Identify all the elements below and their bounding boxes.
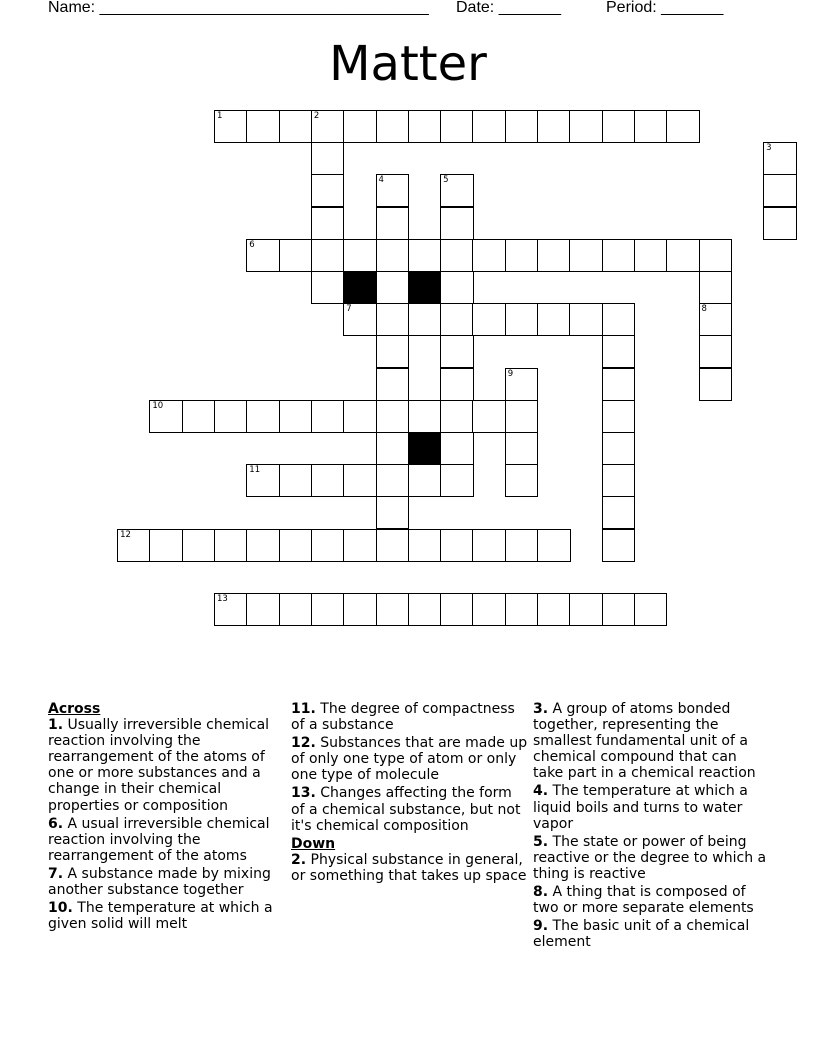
- crossword-cell[interactable]: [699, 239, 733, 272]
- across-heading: Across: [48, 701, 101, 717]
- crossword-cell[interactable]: [117, 529, 151, 562]
- crossword-cell[interactable]: [311, 110, 345, 143]
- crossword-cell[interactable]: [311, 207, 345, 240]
- crossword-cell[interactable]: [376, 593, 410, 626]
- clue-number: 13: [217, 594, 228, 604]
- clue-down-5: 5. The state or power of being reactive or the degree to which a thing is reactive: [533, 833, 767, 882]
- crossword-cell[interactable]: [505, 303, 539, 336]
- clue-number: 2: [313, 111, 320, 121]
- crossword-cell[interactable]: [246, 464, 280, 497]
- clue-number: 4: [378, 175, 384, 186]
- name-field[interactable]: Name: _____________________________________: [48, 0, 429, 16]
- crossword-cell[interactable]: [376, 110, 410, 143]
- crossword-cell[interactable]: [311, 174, 345, 207]
- crossword-cell[interactable]: [440, 174, 474, 207]
- date-field[interactable]: Date: _______: [456, 0, 561, 16]
- crossword-cell[interactable]: [246, 529, 280, 562]
- crossword-cell[interactable]: [376, 368, 410, 401]
- crossword-cell[interactable]: [376, 335, 410, 368]
- crossword-cell[interactable]: [440, 529, 474, 562]
- crossword-cell[interactable]: [602, 529, 636, 562]
- crossword-block: [408, 432, 442, 465]
- crossword-cell[interactable]: [343, 464, 377, 497]
- crossword-cell[interactable]: [472, 239, 506, 272]
- crossword-cell[interactable]: [343, 593, 377, 626]
- crossword-cell[interactable]: [440, 593, 474, 626]
- crossword-block: [408, 271, 442, 304]
- crossword-cell[interactable]: [246, 593, 280, 626]
- crossword-cell[interactable]: [472, 400, 506, 433]
- crossword-cell[interactable]: [408, 593, 442, 626]
- crossword-cell[interactable]: [569, 239, 603, 272]
- crossword-cell[interactable]: [376, 303, 410, 336]
- crossword-cell[interactable]: [408, 400, 442, 433]
- crossword-cell[interactable]: [602, 239, 636, 272]
- clue-across-6: 6. A usual irreversible chemical reaction involving the rearrangement of the atoms: [48, 815, 270, 864]
- crossword-cell[interactable]: [634, 239, 668, 272]
- crossword-cell[interactable]: [311, 593, 345, 626]
- crossword-cell[interactable]: [246, 239, 280, 272]
- crossword-cell[interactable]: [408, 529, 442, 562]
- crossword-cell[interactable]: [376, 464, 410, 497]
- crossword-cell[interactable]: [440, 432, 474, 465]
- clue-number: 11: [249, 465, 261, 476]
- clue-down-4: 4. The temperature at which a liquid boils and turns to water vapor: [533, 783, 748, 832]
- clues-column-1: [48, 701, 280, 934]
- crossword-cell[interactable]: [505, 593, 539, 626]
- clue-across-11: 11. The degree of compactness of a substance: [291, 701, 515, 734]
- crossword-cell[interactable]: [505, 529, 539, 562]
- crossword-cell[interactable]: [311, 529, 345, 562]
- crossword-cell[interactable]: [602, 400, 636, 433]
- clue-across-7: 7. A substance made by mixing another substance together: [48, 865, 271, 899]
- crossword-cell[interactable]: [440, 400, 474, 433]
- crossword-cell[interactable]: [472, 593, 506, 626]
- crossword-cell[interactable]: [537, 593, 571, 626]
- crossword-cell[interactable]: [505, 400, 539, 433]
- crossword-cell[interactable]: [376, 432, 410, 465]
- crossword-cell[interactable]: [634, 110, 668, 143]
- crossword-cell[interactable]: [699, 368, 733, 401]
- crossword-cell[interactable]: [440, 335, 474, 368]
- clue-down-8: 8. A thing that is composed of two or more separate elements: [533, 884, 754, 917]
- clue-number: 1: [217, 111, 223, 121]
- crossword-cell[interactable]: [149, 529, 183, 562]
- clue-down-2: 2. Physical substance in general, or something that takes up space: [291, 851, 527, 884]
- clue-down-9: 9. The basic unit of a chemical element: [533, 918, 750, 951]
- clue-number: 3: [766, 143, 772, 154]
- clue-number: 12: [120, 529, 131, 540]
- crossword-cell[interactable]: [440, 464, 474, 497]
- crossword-cell[interactable]: [408, 464, 442, 497]
- crossword-cell[interactable]: [311, 464, 345, 497]
- crossword-cell[interactable]: [279, 593, 313, 626]
- crossword-cell[interactable]: [569, 303, 603, 336]
- crossword-cell[interactable]: [214, 400, 248, 433]
- clue-number: 10: [152, 400, 164, 411]
- crossword-cell[interactable]: [279, 529, 313, 562]
- crossword-cell[interactable]: [537, 110, 571, 143]
- crossword-cell[interactable]: [246, 400, 280, 433]
- crossword-cell[interactable]: [376, 207, 410, 240]
- crossword-cell[interactable]: [311, 271, 345, 304]
- crossword-cell[interactable]: [569, 110, 603, 143]
- down-heading: Down: [291, 835, 336, 852]
- crossword-cell[interactable]: [376, 174, 410, 207]
- crossword-cell[interactable]: [440, 239, 474, 272]
- crossword-cell[interactable]: [311, 142, 345, 175]
- crossword-cell[interactable]: [343, 110, 377, 143]
- crossword-cell[interactable]: [279, 464, 313, 497]
- crossword-cell[interactable]: [472, 529, 506, 562]
- crossword-cell[interactable]: [440, 207, 474, 240]
- clues-column-2: [291, 701, 529, 886]
- crossword-cell[interactable]: [763, 142, 797, 175]
- crossword-cell[interactable]: [537, 239, 571, 272]
- crossword-cell[interactable]: [569, 593, 603, 626]
- crossword-cell[interactable]: [343, 400, 377, 433]
- crossword-cell[interactable]: [505, 464, 539, 497]
- crossword-cell[interactable]: [602, 303, 636, 336]
- crossword-cell[interactable]: [182, 400, 216, 433]
- crossword-cell[interactable]: [343, 239, 377, 272]
- crossword-cell[interactable]: [537, 303, 571, 336]
- crossword-cell[interactable]: [376, 400, 410, 433]
- clue-number: 8: [701, 304, 707, 315]
- crossword-block: [343, 271, 377, 304]
- crossword-cell[interactable]: [505, 432, 539, 465]
- crossword-cell[interactable]: [666, 239, 700, 272]
- crossword-cell[interactable]: [246, 110, 280, 143]
- crossword-cell[interactable]: [634, 593, 668, 626]
- clue-number: 7: [346, 304, 352, 315]
- clue-number: 9: [507, 368, 514, 379]
- crossword-cell[interactable]: [472, 110, 506, 143]
- crossword-cell[interactable]: [602, 110, 636, 143]
- crossword-cell[interactable]: [311, 400, 345, 433]
- crossword-cell[interactable]: [440, 271, 474, 304]
- crossword-cell[interactable]: [602, 464, 636, 497]
- crossword-cell[interactable]: [408, 303, 442, 336]
- crossword-cell[interactable]: [343, 303, 377, 336]
- crossword-cell[interactable]: [376, 496, 410, 529]
- crossword-cell[interactable]: [408, 239, 442, 272]
- crossword-cell[interactable]: [763, 207, 797, 240]
- crossword-cell[interactable]: [699, 271, 733, 304]
- crossword-cell[interactable]: [440, 110, 474, 143]
- crossword-cell[interactable]: [699, 335, 733, 368]
- crossword-cell[interactable]: [602, 335, 636, 368]
- clue-across-10: 10. The temperature at which a given solid will melt: [48, 900, 273, 933]
- crossword-cell[interactable]: [505, 239, 539, 272]
- crossword-cell[interactable]: [602, 432, 636, 465]
- crossword-cell[interactable]: [343, 529, 377, 562]
- crossword-cell[interactable]: [440, 368, 474, 401]
- crossword-cell[interactable]: [376, 529, 410, 562]
- crossword-cell[interactable]: [214, 593, 248, 626]
- clue-number: 5: [443, 175, 449, 186]
- crossword-cell[interactable]: [602, 593, 636, 626]
- clue-across-12: 12. Substances that are made up of only one type of atom or only one type of molecule: [291, 735, 528, 784]
- crossword-cell[interactable]: [214, 110, 248, 143]
- puzzle-title: Matter: [329, 36, 487, 92]
- crossword-cell[interactable]: [182, 529, 216, 562]
- crossword-cell[interactable]: [279, 239, 313, 272]
- crossword-cell[interactable]: [602, 496, 636, 529]
- crossword-cell[interactable]: [602, 368, 636, 401]
- crossword-cell[interactable]: [214, 529, 248, 562]
- clues-column-3: [533, 701, 769, 952]
- crossword-cell[interactable]: [279, 400, 313, 433]
- crossword-cell[interactable]: [279, 110, 313, 143]
- crossword-cell[interactable]: [408, 110, 442, 143]
- crossword-cell[interactable]: [699, 303, 733, 336]
- clue-down-3: 3. A group of atoms bonded together, representing the smallest fundamental unit of a chemical compound that can take part in a chemical reaction: [533, 701, 756, 782]
- clue-number: 6: [249, 239, 255, 250]
- crossword-cell[interactable]: [376, 239, 410, 272]
- crossword-cell[interactable]: [311, 239, 345, 272]
- crossword-cell[interactable]: [440, 303, 474, 336]
- crossword-cell[interactable]: [472, 303, 506, 336]
- crossword-cell[interactable]: [505, 110, 539, 143]
- crossword-cell[interactable]: [505, 368, 539, 401]
- crossword-cell[interactable]: [666, 110, 700, 143]
- crossword-cell[interactable]: [376, 271, 410, 304]
- clue-across-1: 1. Usually irreversible chemical reaction involving the rearrangement of the atoms of one or more substances and a change in their chemical properties or composition: [48, 717, 270, 814]
- period-field[interactable]: Period: _______: [606, 0, 724, 16]
- crossword-cell[interactable]: [537, 529, 571, 562]
- crossword-cell[interactable]: [763, 174, 797, 207]
- clue-across-13: 13. Changes affecting the form of a chemical substance, but not it's chemical composition: [291, 785, 521, 834]
- crossword-cell[interactable]: [149, 400, 183, 433]
